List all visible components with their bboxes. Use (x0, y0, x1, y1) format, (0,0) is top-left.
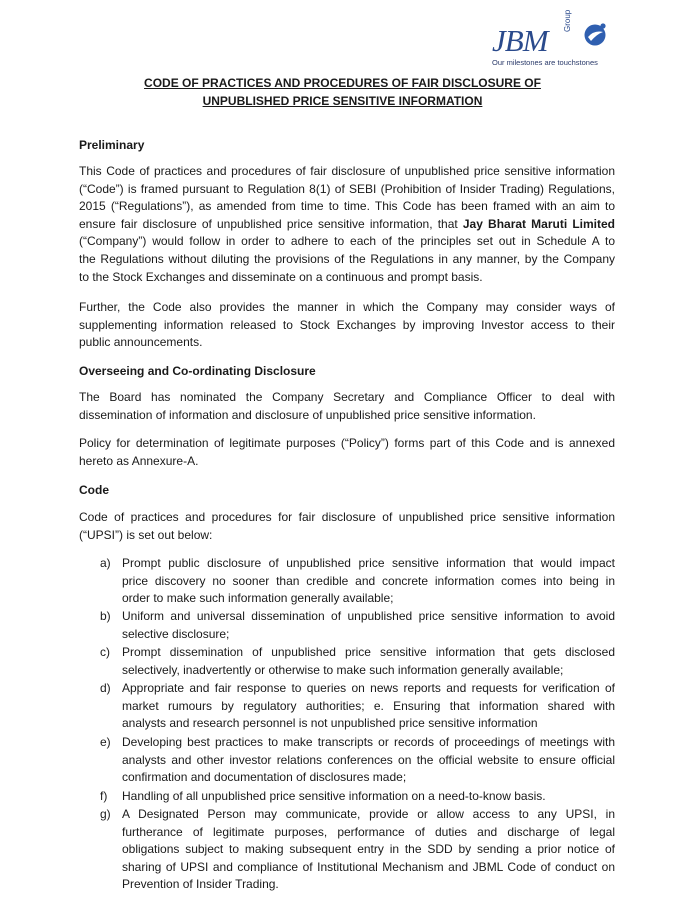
globe-icon (582, 22, 608, 48)
section-heading-code: Code (79, 483, 109, 497)
text-line: The Board has nominated the Company Secretary and Compliance Officer to deal with (79, 390, 615, 404)
list-item-label: e) (100, 735, 111, 749)
list-item-label: g) (100, 807, 111, 821)
logo-tagline: Our milestones are touchstones (492, 58, 598, 67)
text-line: the Regulations without diluting the provisions of the Regulations in any manner, by the Company (79, 251, 615, 266)
text-line: sharing of UPSI and compliance of Institutional Mechanism and JBML Code of conduct on (122, 859, 615, 874)
preliminary-paragraph-2 (79, 299, 615, 352)
text-line: 2015 (“Regulations”), as amended from time to time. This Code has been framed with an aim to (79, 199, 615, 214)
section-heading-preliminary: Preliminary (79, 138, 145, 152)
text-line: order to make such information generally available; (122, 591, 394, 606)
logo-wordmark: JBM (492, 23, 548, 58)
text-line: Policy for determination of legitimate purposes (“Policy”) forms part of this Code and is annexed (79, 436, 615, 450)
preliminary-paragraph-1 (79, 163, 615, 286)
text-line-with-company: ensure fair disclosure of unpublished price sensitive information, that Jay Bharat Maruti Limited (79, 216, 616, 231)
company-name: Jay Bharat Maruti Limited (462, 216, 616, 231)
text-line: analysts and research personnel is not unpublished price sensitive information (122, 716, 538, 731)
overseeing-paragraph-2 (79, 435, 615, 470)
text-line: This Code of practices and procedures of fair disclosure of unpublished price sensitive information (79, 164, 615, 178)
text-line: A Designated Person may communicate, provide or allow access to any UPSI, in (122, 807, 615, 821)
text-line: selective disclosure; (122, 626, 230, 641)
list-item-label: b) (100, 609, 111, 623)
text-line: Appropriate and fair response to queries on news reports and requests for verification of (122, 681, 615, 695)
text-line: price discovery no sooner than credible and concrete information comes into being in (122, 573, 615, 588)
text-line: Prompt dissemination of unpublished price sensitive information that gets disclosed (122, 645, 615, 659)
text-line: confirmation and documentation of disclosures made; (122, 770, 407, 785)
overseeing-paragraph-1 (79, 389, 615, 424)
text-line: analysts and other investor relations conferences on the official website to ensure official (122, 752, 615, 767)
text-line: (“Code”) is framed pursuant to Regulation 8(1) of SEBI (Prohibition of Insider Trading) Regulations, (79, 181, 615, 196)
document-title-line-1: CODE OF PRACTICES AND PROCEDURES OF FAIR DISCLOSURE OF (144, 76, 541, 90)
text-line: obligations subject to making subsequent entry in the SDD by sending a prior notice of (122, 842, 615, 857)
text-line: Uniform and universal dissemination of unpublished price sensitive information to avoid (122, 609, 615, 623)
text-line: Handling of all unpublished price sensitive information on a need-to-know basis. (122, 789, 546, 803)
text-line: supplementing information released to Stock Exchanges by improving Investor access to their (79, 317, 615, 332)
document-title-line-2: UNPUBLISHED PRICE SENSITIVE INFORMATION (202, 94, 483, 108)
text-line: (“Company”) would follow in order to adhere to each of the principles set out in Schedule A to (79, 234, 615, 249)
text-line: public announcements. (79, 335, 203, 350)
text-line: Developing best practices to make transcripts or records of proceedings of meetings with (122, 735, 615, 749)
section-heading-overseeing: Overseeing and Co-ordinating Disclosure (79, 364, 316, 378)
list-item-label: c) (100, 645, 110, 659)
text-line: (“UPSI”) is set out below: (79, 527, 213, 542)
list-item-label: f) (100, 789, 108, 803)
list-item-label: a) (100, 556, 111, 570)
list-item-label: d) (100, 681, 111, 695)
text-line: furtherance of legitimate purposes, performance of duties and discharge of legal (122, 824, 615, 839)
text-line: Further, the Code also provides the manner in which the Company may consider ways of (79, 300, 615, 314)
text-line: Prompt public disclosure of unpublished price sensitive information that would impact (122, 556, 615, 570)
logo-group-text: Group (563, 9, 572, 32)
text-line: hereto as Annexure-A. (79, 453, 199, 468)
text-line: dissemination of information and disclosure of unpublished price sensitive information. (79, 407, 536, 422)
text-line: market rumours by regulatory authorities; e. Ensuring that information shared with (122, 698, 615, 713)
text-line: selectively, inadvertently or otherwise to make such information generally available; (122, 662, 564, 677)
company-logo (488, 9, 618, 68)
text-line: Prevention of Insider Trading. (122, 877, 279, 892)
code-intro-paragraph (79, 509, 615, 544)
text-line: Code of practices and procedures for fair disclosure of unpublished price sensitive information (79, 510, 615, 524)
text-line: to the Stock Exchanges and disseminate on a continuous and prompt basis. (79, 269, 483, 284)
